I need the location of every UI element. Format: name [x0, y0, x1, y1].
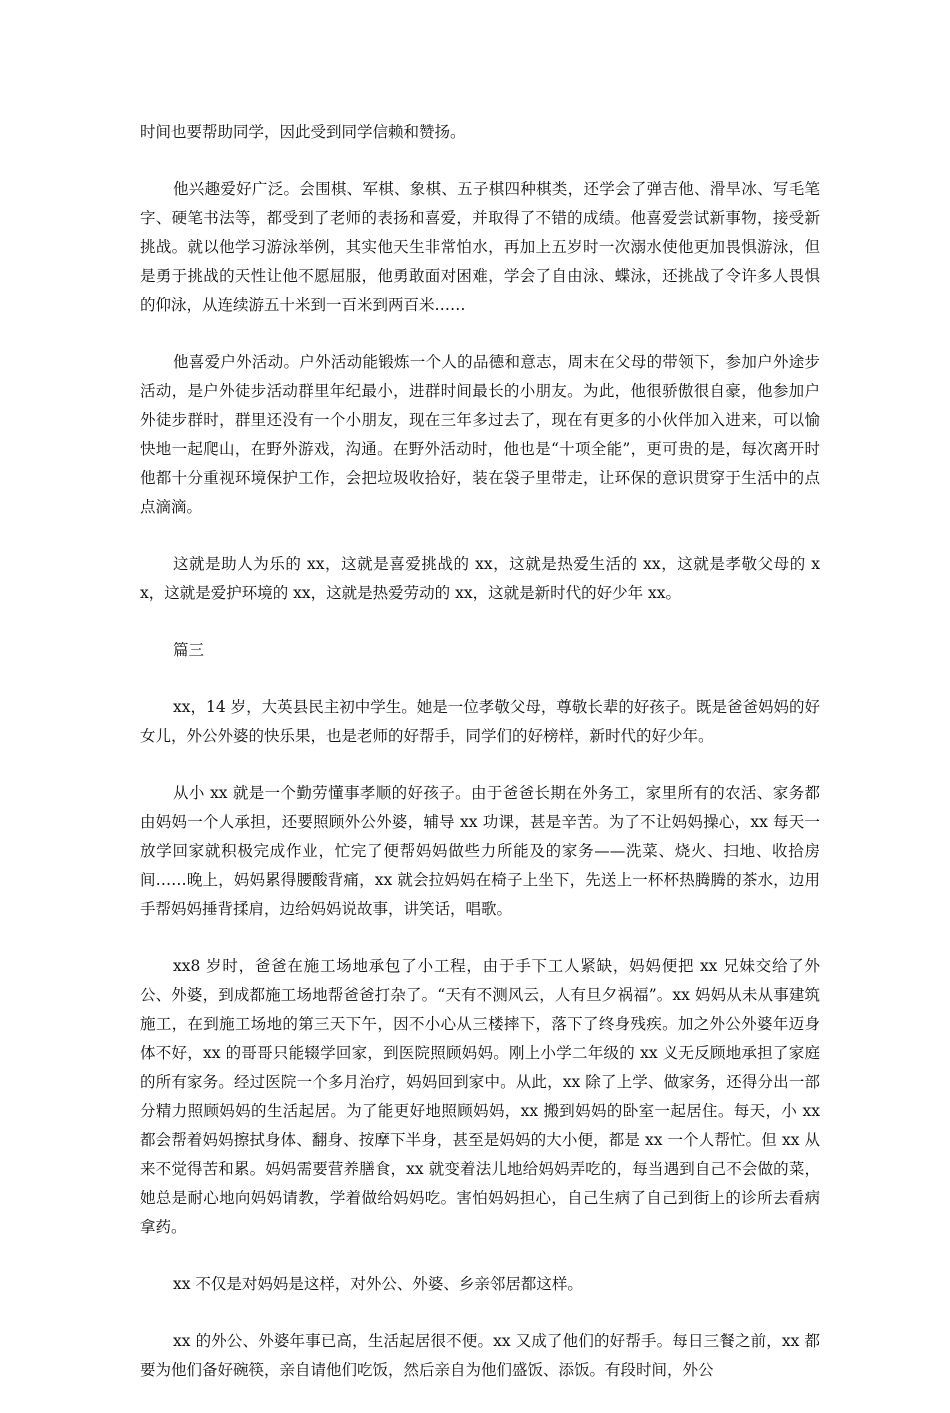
paragraph-mother-care: xx8 岁时，爸爸在施工场地承包了小工程，由于手下工人紧缺，妈妈便把 xx 兄妹交给了外公、外婆，到成都施工场地帮爸爸打杂了。“天有不测风云，人有旦夕祸福”。xx 妈妈从未从事建筑施工，在到施工场地的第三天下午，因不小心从三楼摔下，落下了终身残疾。加之外公外婆年迈身体不好，xx 的哥哥只能辍学回家，到医院照顾妈妈。刚上小学二年级的 xx 义无反顾地承担了家庭的所有家务。经过医院一个多月治疗，妈妈回到家中。从此，xx 除了上学、做家务，还得分出一部分精力照顾妈妈的生活起居。为了能更好地照顾妈妈，xx 搬到妈妈的卧室一起居住。每天，小 xx 都会帮着妈妈擦拭身体、翻身、按摩下半身，甚至是妈妈的大小便，都是 xx 一个人帮忙。但 xx 从来不觉得苦和累。妈妈需要营养膳食，xx 就变着法儿地给妈妈弄吃的，每当遇到自己不会做的菜，她总是耐心地向妈妈请教，学着做给妈妈吃。害怕妈妈担心，自己生病了自己到街上的诊所去看病拿药。: [140, 957, 820, 1236]
paragraph-continuation: 时间也要帮助同学，因此受到同学信赖和赞扬。: [140, 123, 466, 141]
paragraph-childhood: 从小 xx 就是一个勤劳懂事孝顺的好孩子。由于爸爸长期在外务工，家里所有的农活、家务都由妈妈一个人承担，还要照顾外公外婆，辅导 xx 功课，甚是辛苦。为了不让妈妈操心，xx 每天一放学回家就积极完成作业，忙完了便帮妈妈做些力所能及的家务——洗菜、烧火、扫地、收拾房间……晚上，妈妈累得腰酸背痛，xx 就会拉妈妈在椅子上坐下，先送上一杯杯热腾腾的茶水，边用手帮妈妈捶背揉肩，边给妈妈说故事，讲笑话，唱歌。: [140, 784, 820, 918]
paragraph-summary: 这就是助人为乐的 xx，这就是喜爱挑战的 xx，这就是热爱生活的 xx，这就是孝敬父母的 xx，这就是爱护环境的 xx，这就是热爱劳动的 xx，这就是新时代的好少年 xx。: [140, 555, 820, 602]
paragraph-outdoor: 他喜爱户外活动。户外活动能锻炼一个人的品德和意志，周末在父母的带领下，参加户外途步活动，是户外徒步活动群里年纪最小，进群时间最长的小朋友。为此，他很骄傲很自豪，他参加户外徒步群时，群里还没有一个小朋友，现在三年多过去了，现在有更多的小伙伴加入进来，可以愉快地一起爬山，在野外游戏，沟通。在野外活动时，他也是“十项全能”，更可贵的是，每次离开时他都十分重视环境保护工作，会把垃圾收拾好，装在袋子里带走，让环保的意识贯穿于生活中的点点滴滴。: [140, 353, 820, 516]
paragraph-intro: xx，14 岁，大英县民主初中学生。她是一位孝敬父母，尊敬长辈的好孩子。既是爸爸妈妈的好女儿，外公外婆的快乐果，也是老师的好帮手，同学们的好榜样，新时代的好少年。: [140, 698, 820, 745]
section-heading: 篇三: [173, 641, 205, 659]
paragraph-hobbies: 他兴趣爱好广泛。会围棋、军棋、象棋、五子棋四种棋类，还学会了弹吉他、滑旱冰、写毛笔字、硬笔书法等，都受到了老师的表扬和喜爱，并取得了不错的成绩。他喜爱尝试新事物，接受新挑战。就以他学习游泳举例，其实他天生非常怕水，再加上五岁时一次溺水使他更加畏惧游泳，但是勇于挑战的天性让他不愿屈服，他勇敢面对困难，学会了自由泳、蝶泳，还挑战了令许多人畏惧的仰泳，从连续游五十米到一百米到两百米……: [140, 180, 820, 314]
paragraph-grandparents: xx 的外公、外婆年事已高，生活起居很不便。xx 又成了他们的好帮手。每日三餐之前，xx 都要为他们备好碗筷，亲自请他们吃饭，然后亲自为他们盛饭、添饭。有段时间，外公: [140, 1332, 820, 1379]
paragraph-family: xx 不仅是对妈妈是这样，对外公、外婆、乡亲邻居都这样。: [173, 1275, 583, 1293]
document-page: [140, 118, 820, 1413]
